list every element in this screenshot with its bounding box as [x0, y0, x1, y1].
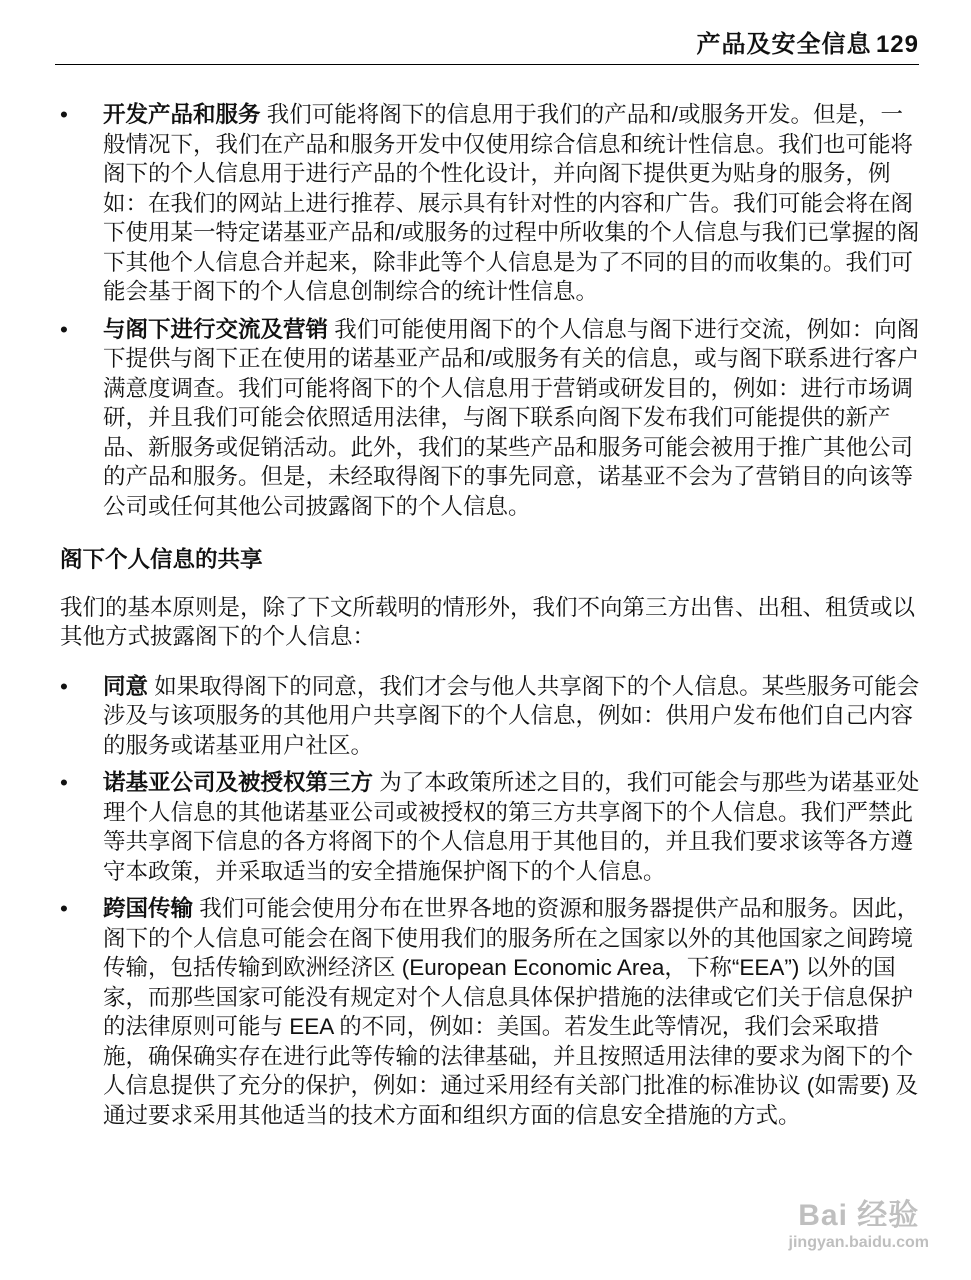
bullet-text: 我们可能使用阁下的个人信息与阁下进行交流，例如：向阁下提供与阁下正在使用的诺基亚产品和/或服务有关的信息，或与阁下联系进行客户满意度调查。我们可能将阁下的个人信息用于营销或研发目的，例如：进行市场调研，并且我们可能会依照适用法律，与阁下联系向阁下发布我们可能提供的新产品、新服务或促销活动。此外，我们的某些产品和服务可能会被用于推广其他公司的产品和服务。但是，未经取得阁下的事先同意，诺基亚不会为了营销目的向该等公司或任何其他公司披露阁下的个人信息。 [103, 316, 920, 519]
bullet-communication-marketing [60, 315, 922, 522]
section-intro: 我们的基本原则是，除了下文所载明的情形外，我们不向第三方出售、出租、租赁或以其他方式披露阁下的个人信息： [60, 594, 916, 649]
bullet-consent [60, 672, 922, 761]
page-number: 129 [875, 31, 919, 58]
bullet-text: 我们可能将阁下的信息用于我们的产品和/或服务开发。但是，一般情况下，我们在产品和服务开发中仅使用综合信息和统计性信息。我们也可能将阁下的个人信息用于进行产品的个性化设计，并向阁下提供更为贴身的服务，例如：在我们的网站上进行推荐、展示具有针对性的内容和广告。我们可能会将在阁下使用某一特定诺基亚产品和/或服务的过程中所收集的个人信息与我们已掌握的阁下其他个人信息合并起来，除非此等个人信息是为了不同的目的而收集的。我们可能会基于阁下的个人信息创制综合的统计性信息。 [103, 102, 920, 304]
bullet-product-development [60, 100, 922, 307]
watermark-logo: Bai 经验 [798, 1199, 920, 1232]
page-header [55, 26, 919, 65]
bullet-international-transfer [60, 894, 922, 1130]
bullet-dot: • [60, 673, 68, 699]
bullet-dot: • [60, 770, 68, 795]
baidu-watermark [789, 1190, 929, 1252]
bullet-term: 与阁下进行交流及营销 [103, 316, 329, 342]
bullet-nokia-companies [60, 768, 922, 886]
bullet-dot: • [60, 316, 68, 342]
bullet-text: 如果取得阁下的同意，我们才会与他人共享阁下的个人信息。某些服务可能会涉及与该项服务的其他用户共享阁下的个人信息，例如：供用户发布他们自己内容的服务或诺基亚用户社区。 [103, 673, 920, 758]
bullet-term: 跨国传输 [103, 896, 194, 921]
bullet-term: 同意 [103, 673, 149, 699]
section-title: 阁下个人信息的共享 [60, 547, 263, 572]
bullet-dot: • [60, 896, 68, 921]
header-title: 产品及安全信息 [696, 31, 872, 58]
bullet-term: 诺基亚公司及被授权第三方 [103, 770, 374, 795]
bullet-text: 为了本政策所述之目的，我们可能会与那些为诺基亚处理个人信息的其他诺基亚公司或被授权的第三方共享阁下的个人信息。我们严禁此等共享阁下信息的各方将阁下的个人信息用于其他目的，并且我们要求该等各方遵守本政策，并采取适当的安全措施保护阁下的个人信息。 [103, 770, 920, 884]
bullet-text: 我们可能会使用分布在世界各地的资源和服务器提供产品和服务。因此，阁下的个人信息可能会在阁下使用我们的服务所在之国家以外的其他国家之间跨境传输，包括传输到欧洲经济区 (European Economic Area，下称“EEA”) 以外的国家，而那些国家可能没有规定对个人信息具体保护措施的法律或它们关于信息保护的法律原则可能与 EEA 的不同，例如：美国。若发生此等情况，我们会采取措施，确保确实存在进行此等传输的法律基础，并且按照适用法律的要求为阁下的个人信息提供了充分的保护，例如：通过采用经有关部门批准的标准协议 (如需要) 及通过要求采用其他适当的技术方面和组织方面的信息安全措施的方式。 [103, 896, 920, 1128]
bullet-term: 开发产品和服务 [103, 102, 261, 127]
document-body [60, 100, 922, 1130]
watermark-url: jingyan.baidu.com [788, 1234, 929, 1251]
bullet-dot: • [60, 102, 68, 127]
